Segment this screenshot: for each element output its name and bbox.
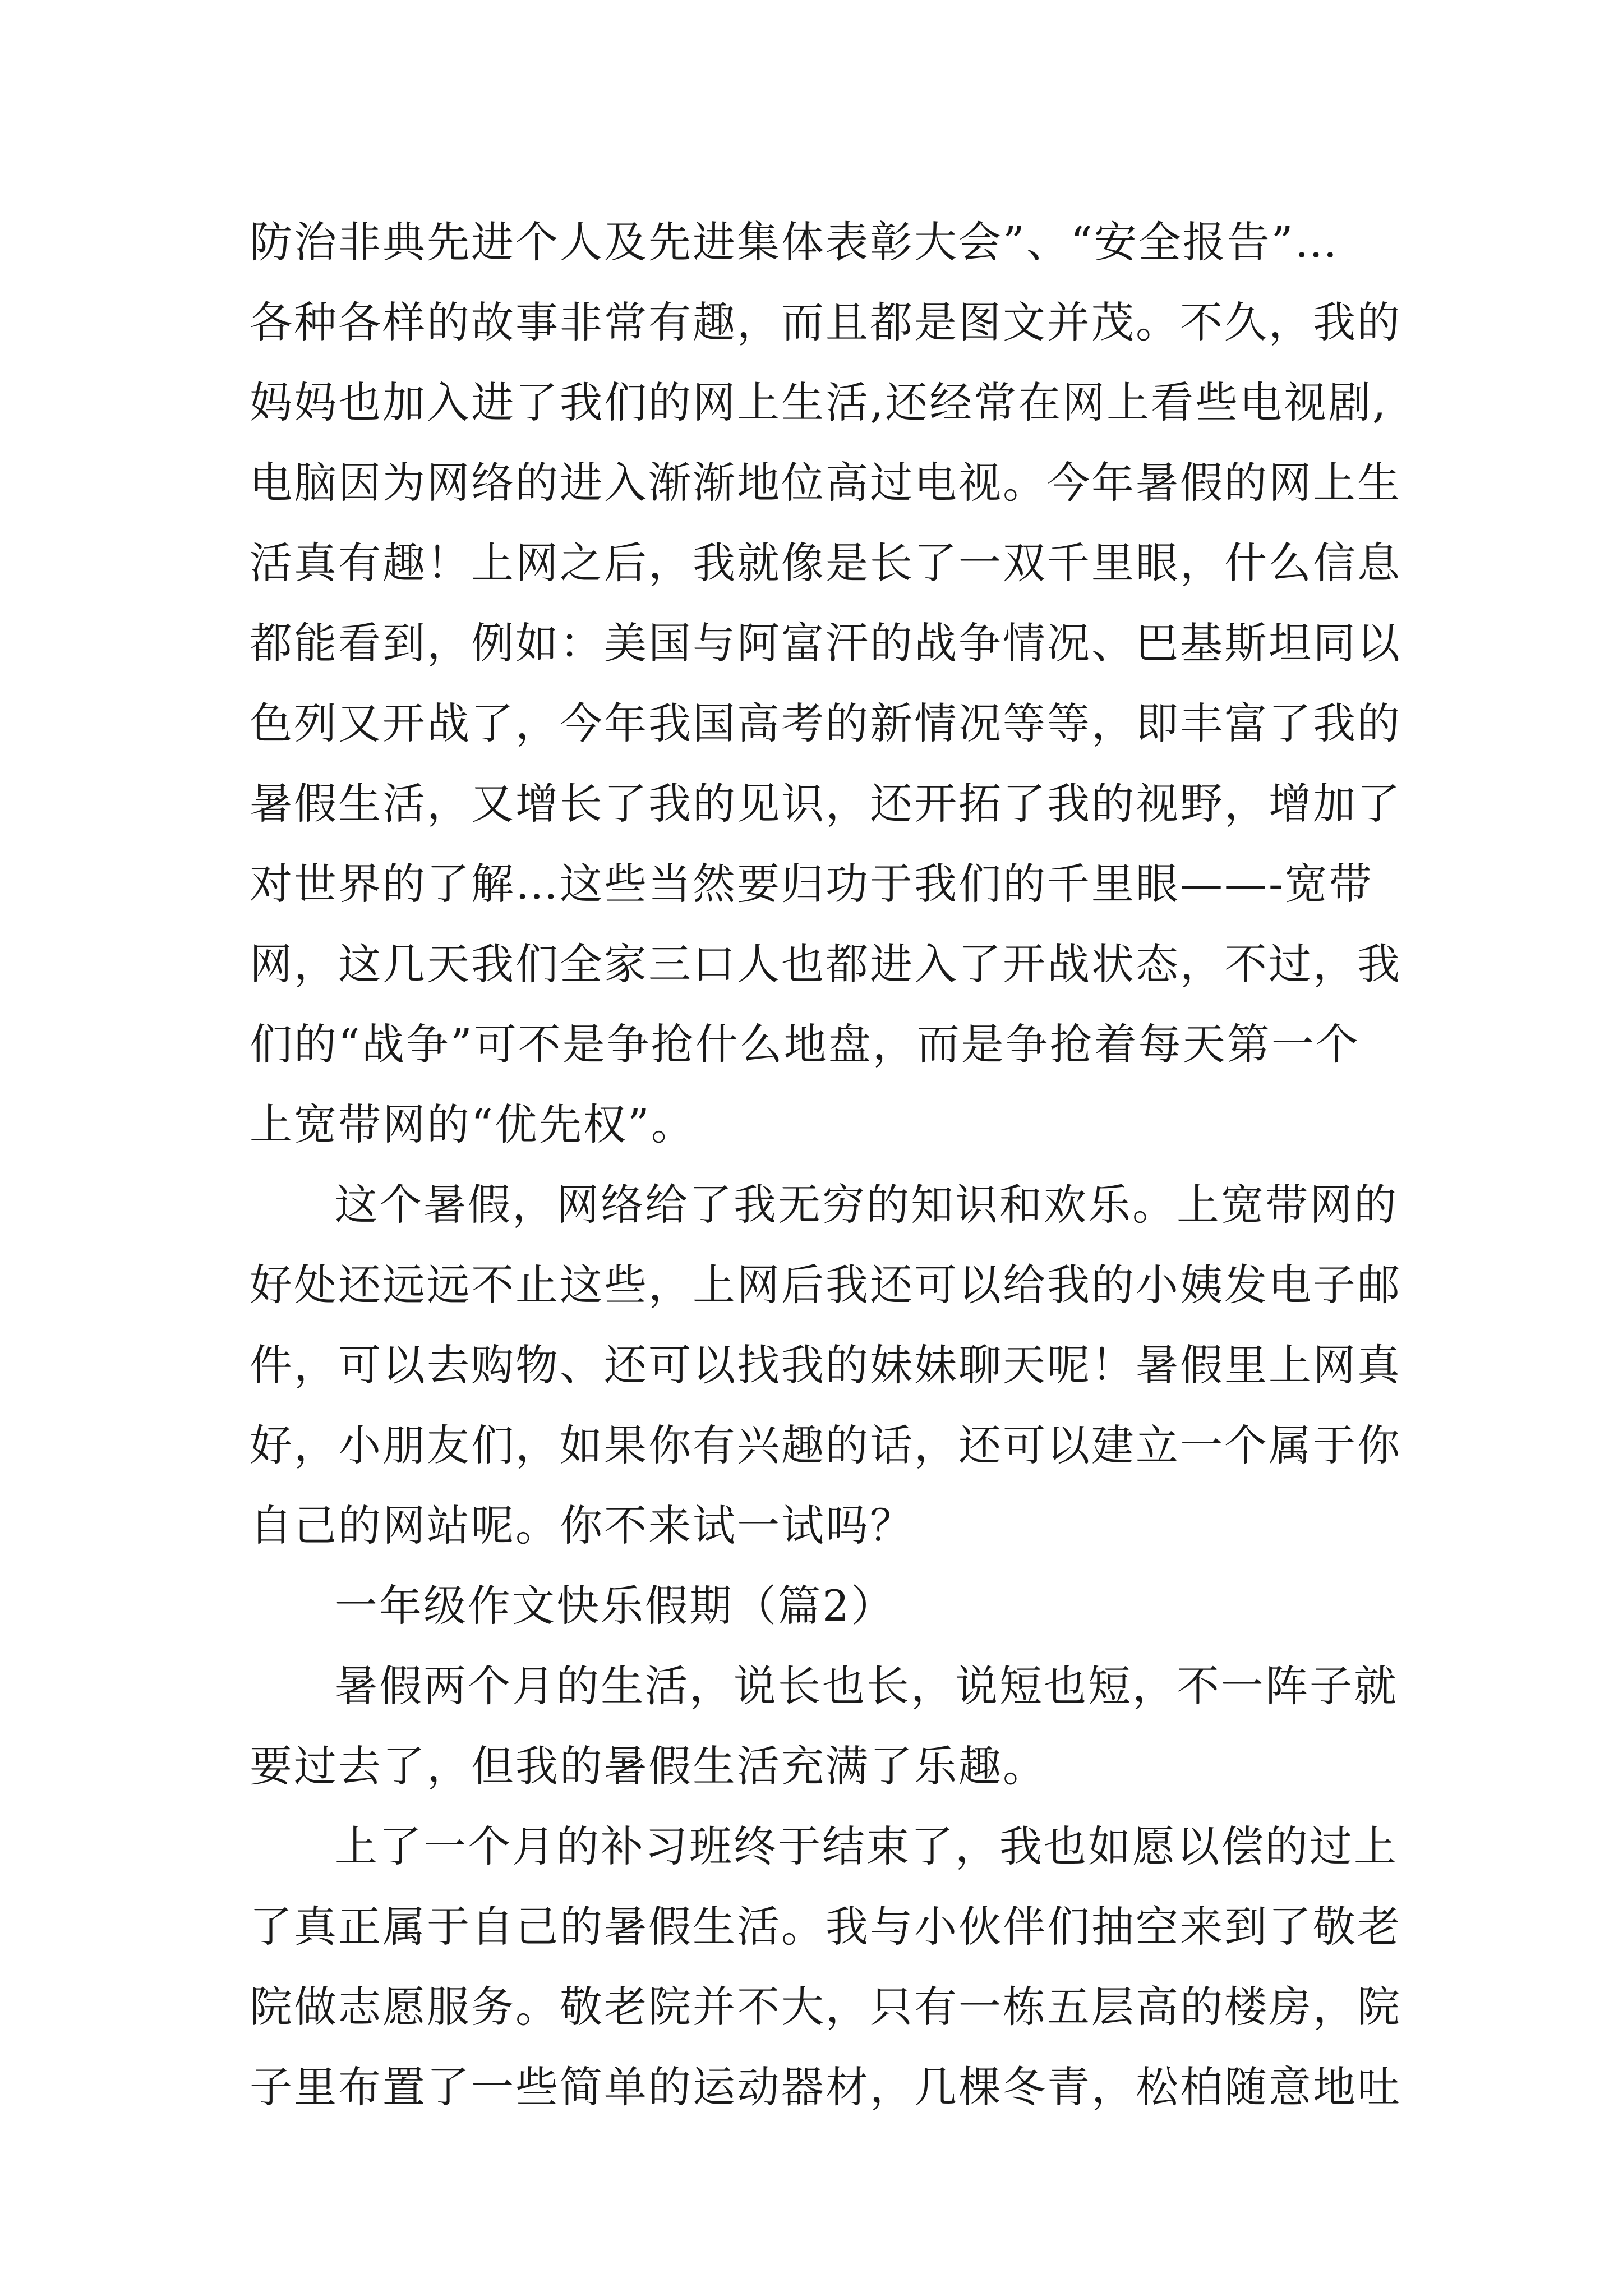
text-line: 要过去了，但我的暑假生活充满了乐趣。 — [250, 1741, 1047, 1791]
text-line: 了真正属于自己的暑假生活。我与小伙伴们抽空来到了敬老 — [250, 1902, 1401, 1952]
text-line: 件，可以去购物、还可以找我的妹妹聊天呢！暑假里上网真 — [250, 1340, 1401, 1390]
text-line: 们的“战争”可不是争抢什么地盘，而是争抢着每天第一个 — [250, 1019, 1360, 1069]
text-line: 电脑因为网络的进入渐渐地位高过电视。今年暑假的网上生 — [250, 458, 1401, 508]
section-heading: 一年级作文快乐假期（篇2） — [335, 1581, 896, 1631]
text-line: 对世界的了解…这些当然要归功于我们的千里眼——-宽带 — [250, 859, 1373, 909]
text-line: 子里布置了一些简单的运动器材，几棵冬青，松柏随意地吐 — [250, 2062, 1401, 2112]
text-line: 好处还远远不止这些，上网后我还可以给我的小姨发电子邮 — [250, 1260, 1401, 1310]
paragraph-start-line: 上了一个月的补习班终于结束了，我也如愿以偿的过上 — [335, 1821, 1398, 1871]
text-line: 院做志愿服务。敬老院并不大，只有一栋五层高的楼房，院 — [250, 1982, 1401, 2032]
text-line: 防治非典先进个人及先进集体表彰大会”、“安全报告”… — [250, 217, 1339, 267]
paragraph-start-line: 暑假两个月的生活，说长也长，说短也短，不一阵子就 — [335, 1661, 1398, 1711]
text-line: 暑假生活，又增长了我的见识，还开拓了我的视野，增加了 — [250, 779, 1401, 829]
paragraph-start-line: 这个暑假，网络给了我无穷的知识和欢乐。上宽带网的 — [335, 1180, 1398, 1230]
text-line: 活真有趣！上网之后，我就像是长了一双千里眼，什么信息 — [250, 538, 1401, 588]
body-text — [250, 202, 1401, 2127]
text-line: 网，这几天我们全家三口人也都进入了开战状态，不过，我 — [250, 939, 1401, 989]
text-line: 好，小朋友们，如果你有兴趣的话，还可以建立一个属于你 — [250, 1420, 1401, 1470]
text-line: 各种各样的故事非常有趣，而且都是图文并茂。不久，我的 — [250, 297, 1401, 347]
text-line: 都能看到，例如：美国与阿富汗的战争情况、巴基斯坦同以 — [250, 618, 1401, 668]
text-line: 妈妈也加入进了我们的网上生活,还经常在网上看些电视剧, — [250, 378, 1388, 427]
text-line: 自己的网站呢。你不来试一试吗？ — [250, 1501, 914, 1550]
text-line: 色列又开战了，今年我国高考的新情况等等，即丰富了我的 — [250, 698, 1401, 748]
text-line: 上宽带网的“优先权”。 — [250, 1099, 695, 1149]
